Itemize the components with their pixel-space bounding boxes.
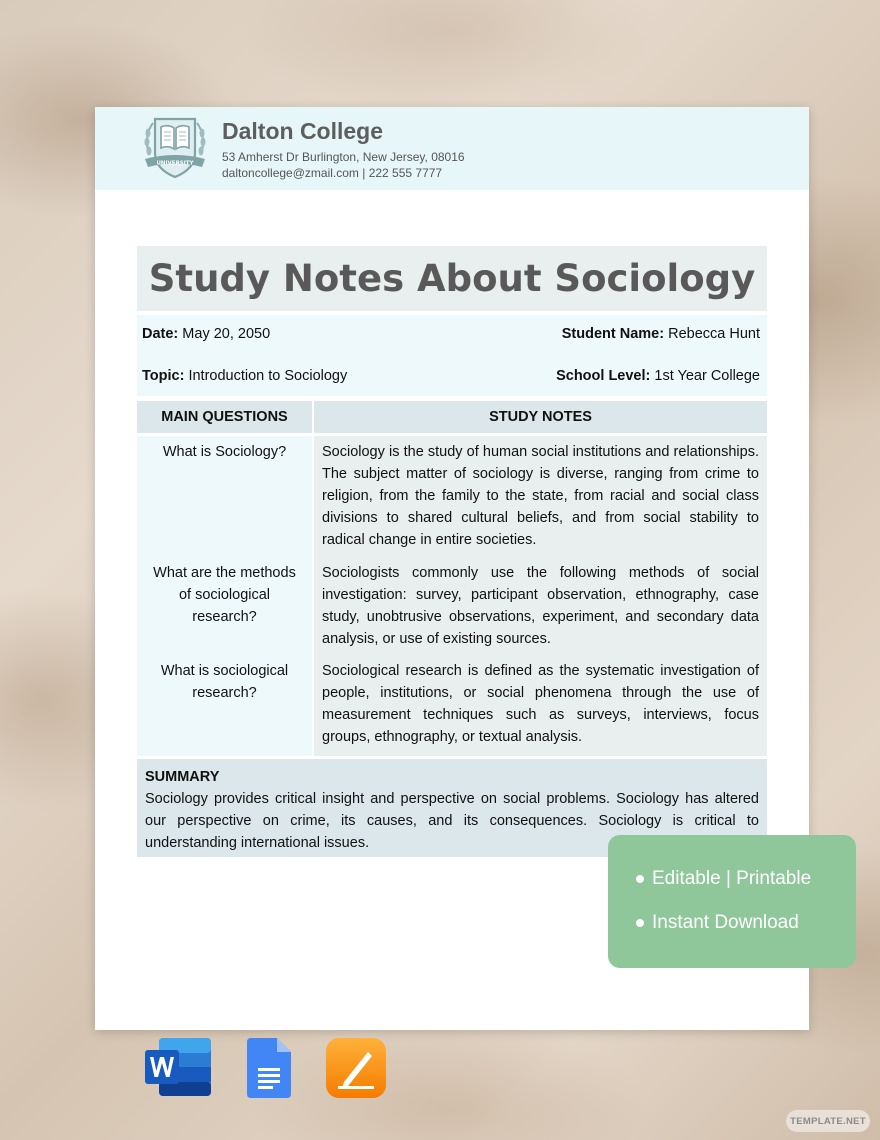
summary-text: Sociology provides critical insight and perspective on social problems. Sociology has altered our perspective on crime, its causes, and its consequences. Sociology is critical to understanding international issues. [145, 791, 759, 851]
google-docs-icon[interactable] [247, 1038, 291, 1098]
note-text: Sociologists commonly use the following methods of social investigation: survey, participant observation, ethnography, case study, unobtrusive observations, experiment, and secondary data analysis, or use of existing sources. [322, 565, 759, 647]
note-cell [314, 658, 767, 756]
student-name-value: Rebecca Hunt [668, 326, 760, 342]
college-name: Dalton College [222, 118, 384, 144]
question-text: What is Sociology? [162, 444, 287, 460]
table-row [137, 658, 767, 756]
school-level-value: 1st Year College [654, 368, 760, 384]
title-banner [137, 246, 767, 311]
student-name-label: Student Name: [561, 326, 665, 342]
table-row [137, 436, 767, 560]
college-address: 53 Amherst Dr Burlington, New Jersey, 08016 [222, 150, 465, 164]
feature-item [636, 912, 799, 934]
question-cell [137, 436, 314, 560]
college-contact: daltoncollege@zmail.com | 222 555 7777 [222, 166, 443, 180]
question-text: What are the methods of sociological research? [153, 565, 296, 625]
student-name-field [562, 326, 760, 342]
bullet-icon [636, 875, 644, 883]
topic-field [142, 368, 347, 384]
apple-pages-icon[interactable] [326, 1038, 386, 1098]
topic-label: Topic: [142, 368, 185, 384]
date-field [142, 326, 270, 342]
note-cell [314, 560, 767, 658]
note-text: Sociological research is defined as the systematic investigation of people, institutions, or social phenomena through the use of measurement techniques such as surveys, interviews, focus groups, ethnography, or textual analysis. [322, 663, 759, 745]
date-value: May 20, 2050 [182, 326, 271, 342]
letterhead [95, 107, 809, 190]
topic-value: Introduction to Sociology [188, 368, 348, 384]
study-notes-table [137, 401, 767, 756]
microsoft-word-icon[interactable] [145, 1038, 213, 1098]
page-title: Study Notes About Sociology [148, 257, 756, 300]
feature-item [636, 868, 811, 890]
table-row [137, 560, 767, 658]
question-text: What is sociological research? [160, 663, 289, 701]
column-header-questions: MAIN QUESTIONS [137, 401, 314, 436]
question-cell [137, 560, 314, 658]
features-badge [608, 835, 856, 968]
question-cell [137, 658, 314, 756]
feature-editable: Editable | Printable [652, 868, 812, 889]
school-level-field [556, 368, 760, 384]
template-net-watermark: TEMPLATE.NET [786, 1110, 870, 1132]
table-header-row [137, 401, 767, 436]
crest-banner-text: UNIVERSITY [156, 160, 194, 167]
bullet-icon [636, 919, 644, 927]
note-text: Sociology is the study of human social institutions and relationships. The subject matter of sociology is diverse, ranging from crime to religion, from the family to the state, from racial and social class divisions to shared cultural beliefs, and from social stability to radical change in entire societies. [322, 444, 759, 548]
date-label: Date: [142, 326, 179, 342]
note-cell [314, 436, 767, 560]
feature-download: Instant Download [652, 912, 799, 933]
school-level-label: School Level: [556, 368, 651, 384]
student-info [137, 315, 767, 396]
summary-label: SUMMARY [145, 769, 220, 785]
column-header-notes: STUDY NOTES [314, 401, 767, 436]
university-crest-icon [139, 115, 211, 183]
